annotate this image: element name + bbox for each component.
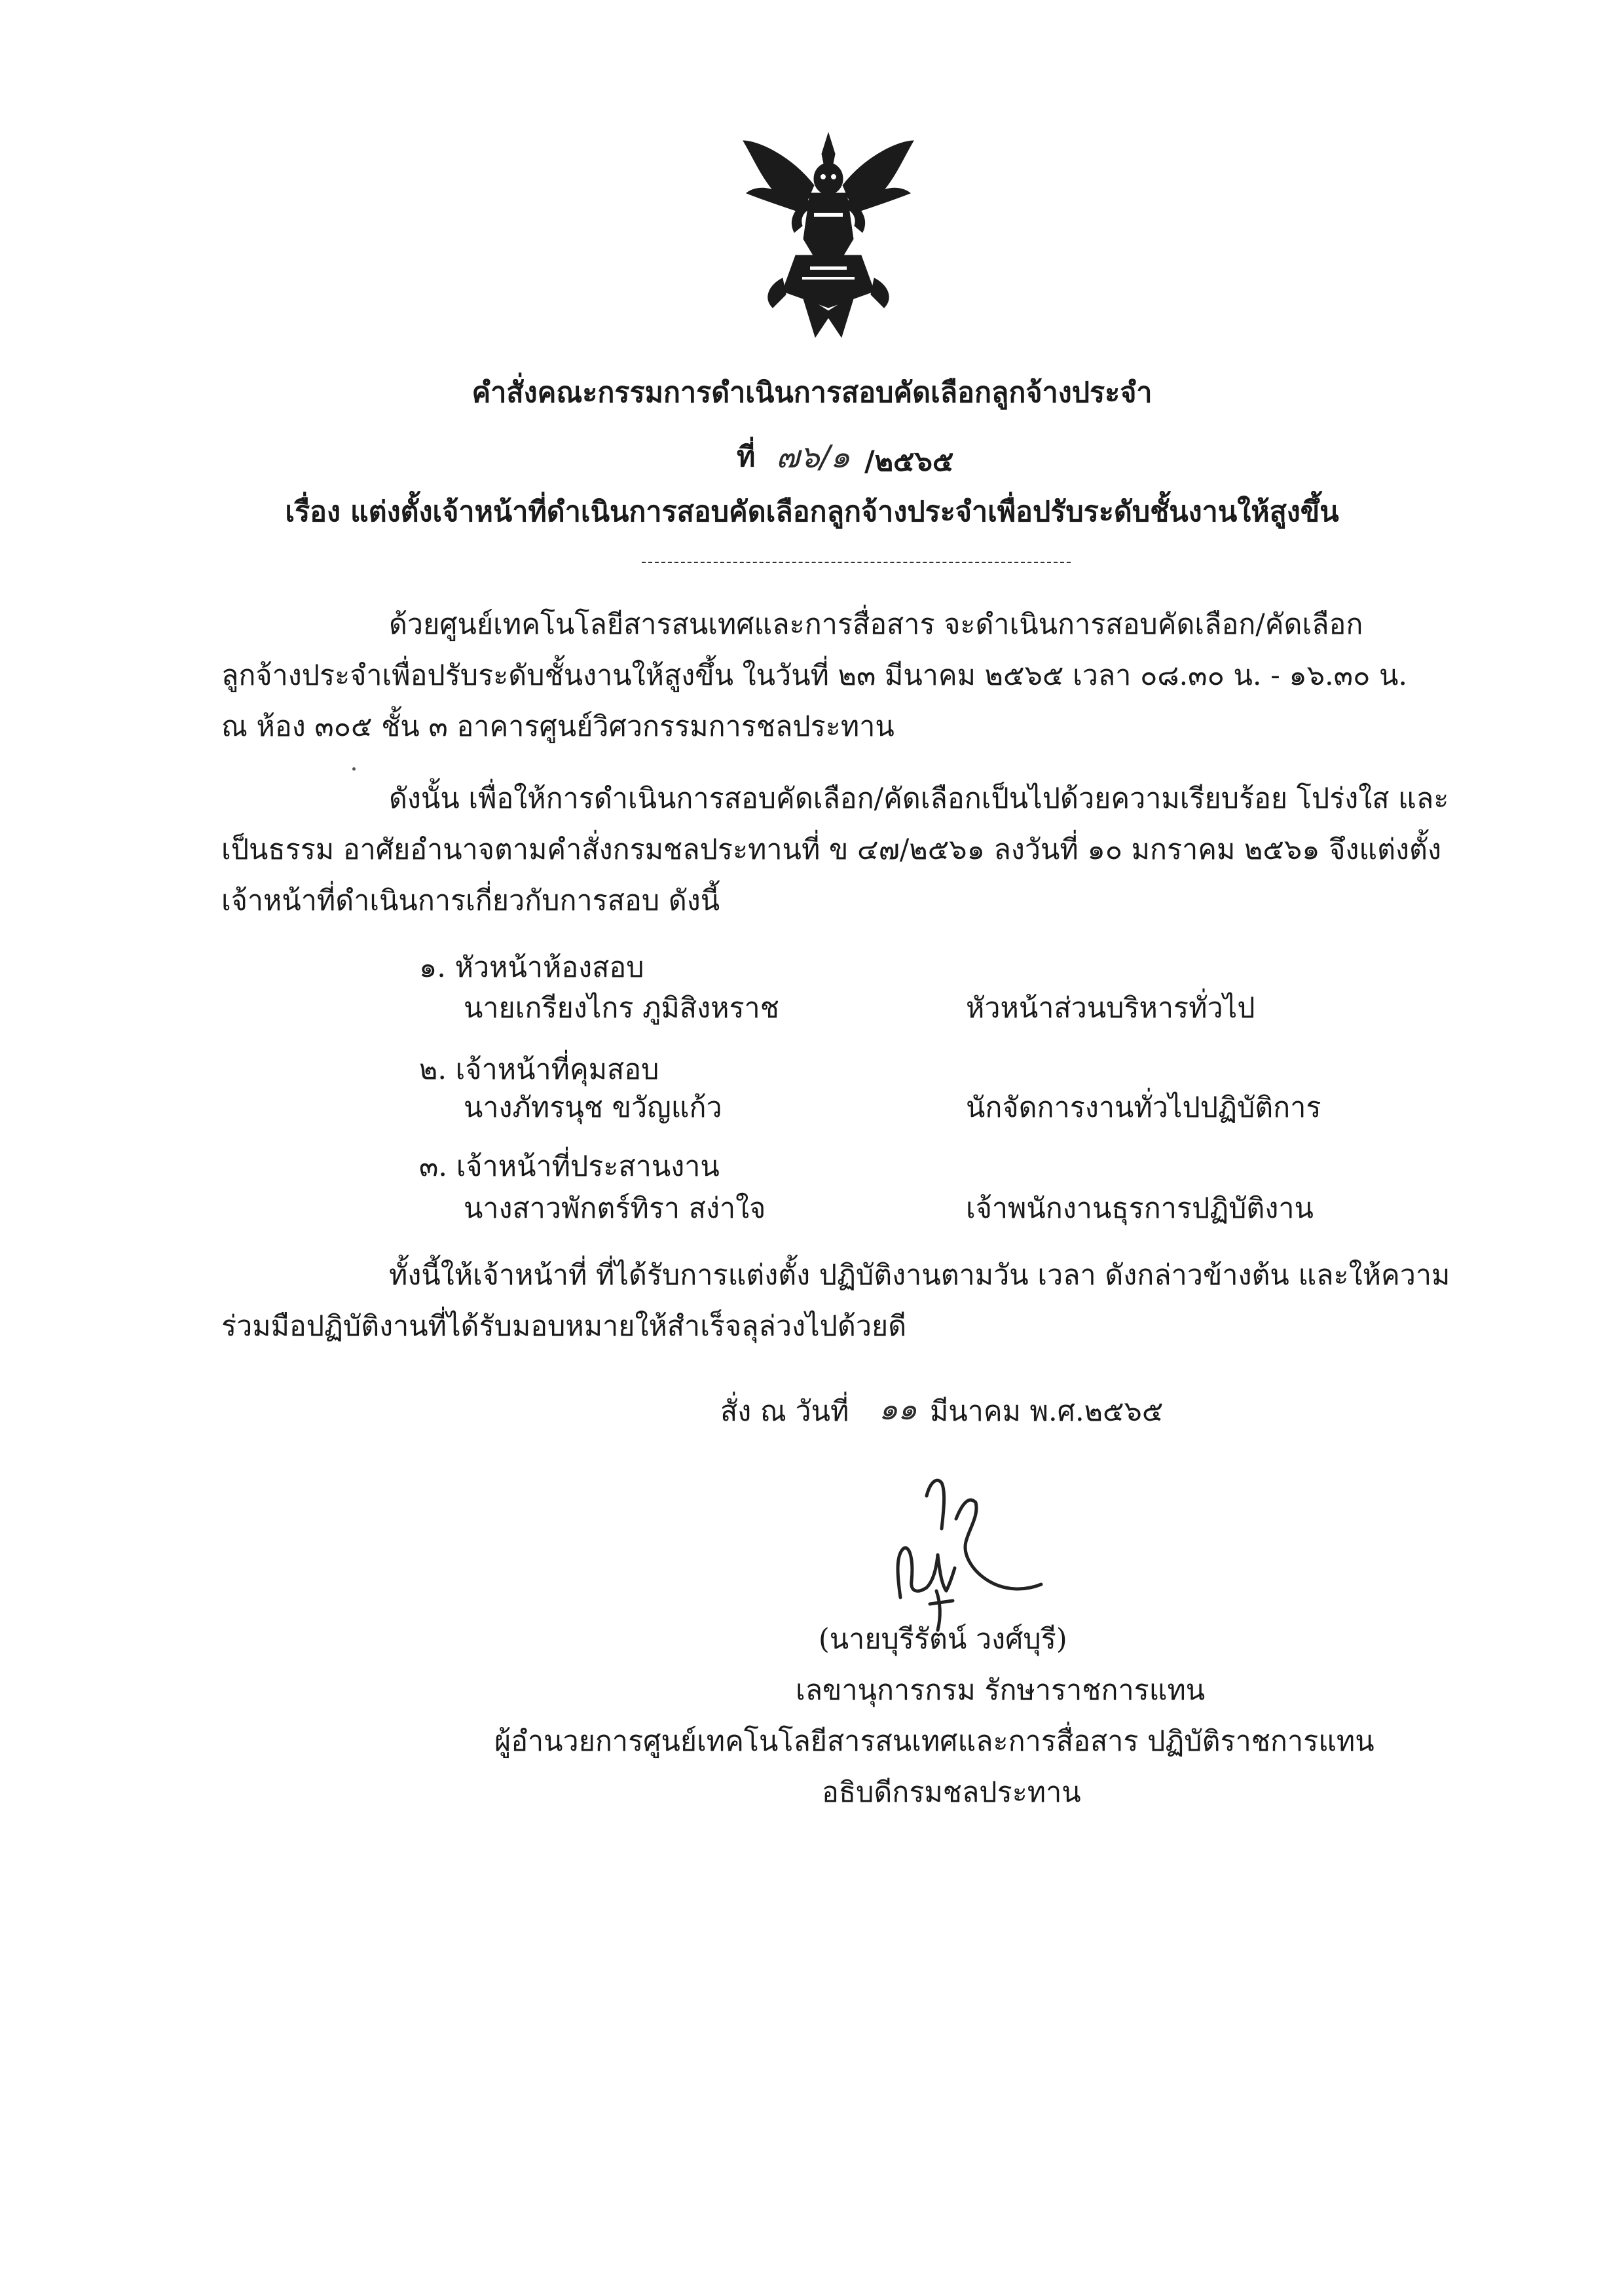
order-number-handwritten: ๗๖/๑ xyxy=(776,439,851,475)
role-2-heading: ๒. เจ้าหน้าที่คุมสอบ xyxy=(419,1053,659,1086)
paragraph-1-line-2: ลูกจ้างประจำเพื่อปรับระดับชั้นงานให้สูงขึ้น ในวันที่ ๒๓ มีนาคม ๒๕๖๕ เวลา ๐๘.๓๐ น. - ๑๖.๓๐ น. xyxy=(221,659,1408,692)
role-2-position: นักจัดการงานทั่วไปปฏิบัติการ xyxy=(966,1091,1321,1124)
order-number-year: /๒๕๖๕ xyxy=(864,445,954,478)
role-1-heading: ๑. หัวหน้าห้องสอบ xyxy=(419,951,644,984)
signatory-title-line-3: อธิบดีกรมชลประทาน xyxy=(822,1776,1081,1809)
signatory-title-line-1: เลขานุการกรม รักษาราชการแทน xyxy=(796,1674,1206,1707)
order-date-day-handwritten: ๑๑ xyxy=(879,1391,917,1427)
order-date-suffix: มีนาคม พ.ศ.๒๕๖๕ xyxy=(930,1395,1164,1428)
signature-mark xyxy=(864,1457,1080,1637)
order-date-prefix: สั่ง ณ วันที่ xyxy=(720,1395,849,1428)
paragraph-2-line-1: ดังนั้น เพื่อให้การดำเนินการสอบคัดเลือก/คัดเลือกเป็นไปด้วยความเรียบร้อย โปร่งใส และ xyxy=(389,782,1449,815)
paragraph-3-line-1: ทั้งนี้ให้เจ้าหน้าที่ ที่ได้รับการแต่งตั้ง ปฏิบัติงานตามวัน เวลา ดังกล่าวข้างต้น และให้ความ xyxy=(389,1259,1450,1292)
paragraph-1-line-3: ณ ห้อง ๓๐๕ ชั้น ๓ อาคารศูนย์วิศวกรรมการชลประทาน xyxy=(221,710,895,743)
paragraph-1-line-1: ด้วยศูนย์เทคโนโลยีสารสนเทศและการสื่อสาร จะดำเนินการสอบคัดเลือก/คัดเลือก xyxy=(389,608,1363,641)
signatory-title-line-2: ผู้อำนวยการศูนย์เทคโนโลยีสารสนเทศและการสื่อสาร ปฏิบัติราชการแทน xyxy=(494,1725,1375,1758)
order-subject: เรื่อง แต่งตั้งเจ้าหน้าที่ดำเนินการสอบคัดเลือกลูกจ้างประจำเพื่อปรับระดับชั้นงานให้สูงขึ้น xyxy=(285,496,1339,528)
role-2-name: นางภัทรนุช ขวัญแก้ว xyxy=(464,1091,722,1124)
garuda-emblem-icon xyxy=(737,128,920,344)
speck xyxy=(352,767,356,771)
order-number-prefix: ที่ xyxy=(737,441,756,473)
paragraph-2-line-2: เป็นธรรม อาศัยอำนาจตามคำสั่งกรมชลประทานที่ ข ๔๗/๒๕๖๑ ลงวันที่ ๑๐ มกราคม ๒๕๖๑ จึงแต่งตั้ง xyxy=(221,833,1441,866)
order-title: คำสั่งคณะกรรมการดำเนินการสอบคัดเลือกลูกจ้างประจำ xyxy=(471,376,1153,409)
paragraph-2-line-3: เจ้าหน้าที่ดำเนินการเกี่ยวกับการสอบ ดังนี้ xyxy=(221,884,720,917)
role-1-position: หัวหน้าส่วนบริหารทั่วไป xyxy=(966,992,1255,1025)
role-1-name: นายเกรียงไกร ภูมิสิงหราช xyxy=(464,992,779,1025)
divider-line xyxy=(642,562,1071,563)
role-3-name: นางสาวพักตร์ทิรา สง่าใจ xyxy=(464,1192,766,1225)
role-3-position: เจ้าพนักงานธุรการปฏิบัติงาน xyxy=(966,1192,1314,1225)
role-3-heading: ๓. เจ้าหน้าที่ประสานงาน xyxy=(419,1150,720,1183)
signatory-name: (นายบุรีรัตน์ วงศ์บุรี) xyxy=(819,1623,1067,1656)
paragraph-3-line-2: ร่วมมือปฏิบัติงานที่ได้รับมอบหมายให้สำเร็จลุล่วงไปด้วยดี xyxy=(221,1310,907,1343)
